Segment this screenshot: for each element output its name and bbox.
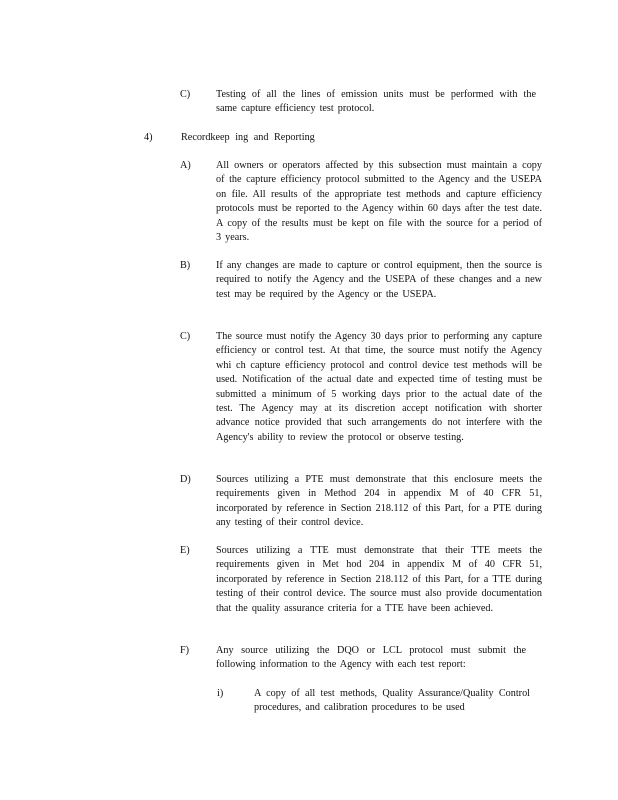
item-text: Sources utilizing a TTE must demonstrate that their TTE meets the requirements given in Met hod 204 in appendix M of 40 CFR 51, incorporated by reference in Section 218.112 of this Part, for a TTE during testing of their control device. The source must also provide documentation that the quality assurance criteria for a TTE have been achieved. [216, 545, 542, 614]
section-title: Recordkeep ing and Reporting [181, 132, 315, 143]
section-number: 4) [144, 132, 153, 143]
item-label: B) [180, 260, 191, 271]
item-label: E) [180, 545, 190, 556]
item-b [180, 259, 550, 317]
item-label: C) [180, 331, 191, 342]
item-label: C) [180, 89, 191, 100]
item-a [180, 159, 550, 245]
item-c-top [180, 88, 540, 118]
item-text: If any changes are made to capture or control equipment, then the source is required to notify the Agency and the USEPA of these changes and a new test may be required by the Agency or the USEPA. [216, 260, 542, 300]
sub-item-label: i) [217, 688, 224, 699]
item-text: All owners or operators affected by this subsection must maintain a copy of the capture efficiency protocol submitted to the Agency and the USEPA on file. All results of the appropriate test methods and capture efficiency protocols must be reported to the Agency within 60 days after the test date. A copy of the results must be kept on file with the source for a period of 3 years. [216, 160, 542, 244]
section-4-heading [144, 131, 444, 147]
item-text: Any source utilizing the DQO or LCL protocol must submit the following information to the Agency with each test report: [216, 645, 526, 671]
item-label: A) [180, 160, 191, 171]
item-e [180, 544, 550, 630]
item-text: Testing of all the lines of emission units must be performed with the same capture efficiency test protocol. [216, 89, 536, 115]
item-f [180, 644, 550, 674]
item-text: Sources utilizing a PTE must demonstrate that this enclosure meets the requirements given in Method 204 in appendix M of 40 CFR 51, incorporated by reference in Section 218.112 of this Part, for a PTE during any testing of their control device. [216, 474, 542, 529]
item-label: F) [180, 645, 190, 656]
item-d [180, 473, 550, 531]
item-c [180, 330, 550, 460]
sub-item-text: A copy of all test methods, Quality Assurance/Quality Control procedures, and calibration procedures to be used [254, 688, 530, 714]
item-label: D) [180, 474, 191, 485]
item-text: The source must notify the Agency 30 days prior to performing any capture efficiency or control test. At that time, the source must notify the Agency whi ch capture efficiency protocol and control device test methods will be used. Notification of the actual date and expected time of testing must be submitted a minimum of 5 working days prior to the actual date of the test. The Agency may at its discretion accept notification with shorter advance notice provided that such arrangements do not interfere with the Agency's ability to review the protocol or observe testing. [216, 331, 542, 443]
sub-item-i [217, 687, 547, 717]
